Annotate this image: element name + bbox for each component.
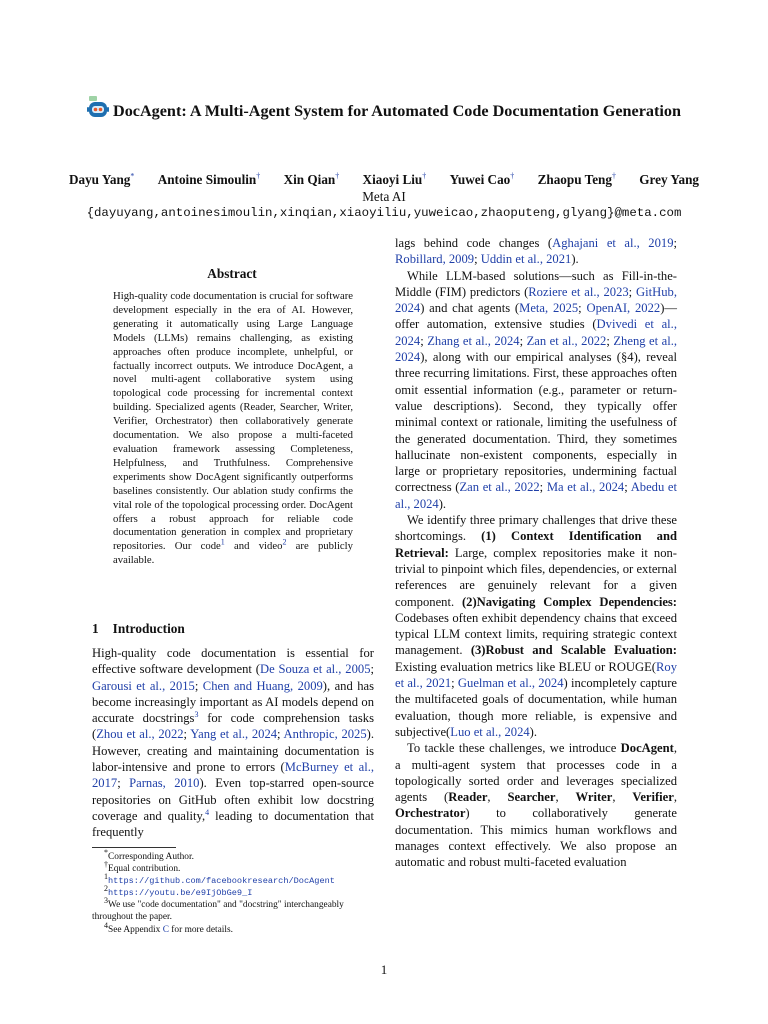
citation-link[interactable]: GitHub, 2024 xyxy=(395,284,677,316)
citation-link[interactable]: Abedu et al., 2024 xyxy=(395,480,677,511)
paragraph: High-quality code documentation is essential for effective software development (De Souza et al., 2005; Garousi et al., 2015; Chen and Huang, 2009), and has become increasingly important as AI models depend on accurate docstrings$^3$ for code comprehension tasks (Zhou et al., 2022; Yang et al., 2024; Anthropic, 2025). However, creating and maintaining documentation is labor-intensive and prone to errors (McBurney et al., 2017; Parnas, 2010). Even top-starred open-source repositories on GitHub often exhibit low docstring coverage and quality,$^4$ leading to documentation that frequently xyxy=(92,646,375,840)
citation-link[interactable]: Garousi et al., 2015 xyxy=(92,678,195,693)
citation-link[interactable]: Dvivedi et al., 2024 xyxy=(395,317,677,348)
paper-title xyxy=(0,96,768,121)
citation-link[interactable]: Parnas, 2010 xyxy=(129,776,200,791)
citation-link[interactable]: McBurney et al., 2017 xyxy=(92,760,375,791)
citation-link[interactable]: Uddin et al., 2021 xyxy=(480,252,572,267)
author: Grey Yang xyxy=(639,172,700,187)
paragraph: lags behind code changes (Aghajani et al., 2019; Robillard, 2009; Uddin et al., 2021). xyxy=(395,236,677,267)
title-text: DocAgent: A Multi-Agent System for Automated Code Documentation Generation xyxy=(113,102,681,120)
author-list xyxy=(0,172,768,188)
author: Zhaopu Teng† xyxy=(537,171,616,187)
author: Yuwei Cao† xyxy=(449,171,515,187)
citation-link[interactable]: Robillard, 2009 xyxy=(395,252,475,267)
citation-link[interactable]: Zhou et al., 2022 xyxy=(96,727,184,742)
page-number: 1 xyxy=(380,962,388,977)
author: Xin Qian† xyxy=(283,171,340,187)
citation-link[interactable]: Aghajani et al., 2019 xyxy=(552,236,674,250)
affiliation: Meta AI xyxy=(362,189,406,204)
footnote-ref[interactable]: 4 xyxy=(205,807,210,817)
footnote-ref[interactable]: 2 xyxy=(282,537,287,547)
citation-link[interactable]: Zan et al., 2022 xyxy=(459,480,540,495)
footnotes xyxy=(92,847,374,936)
right-column-text xyxy=(395,235,677,871)
paragraph: To tackle these challenges, we introduce DocAgent, a multi-agent system that processes code in a topologically sorted order and leverages specialized agents (Reader, Searcher, Writer, Verifier, Orchestrator) to collaboratively generate documentation. This mimics human workflows and manages context effectively. We also propose an automatic and robust multi-faceted evaluation xyxy=(395,741,678,870)
citation-link[interactable]: Zhang et al., 2024 xyxy=(427,333,520,348)
abstract-body: High-quality code documentation is crucial for software development especially in the era of AI. However, generating it automatically using Large Language Models (LLMs) remains challenging, as existing approaches often produce incomplete, unhelpful, or factually incorrect outputs. We introduce DocAgent, a novel multi-agent collaborative system using topological code processing for incremental context building. Specialized agents (Reader, Searcher, Writer, Verifier, Orchestrator) then collaboratively generate documentation. We also propose a multi-faceted evaluation framework assessing Completeness, Helpfulness, and Truthfulness. Comprehensive experiments show DocAgent significantly outperforms baselines consistently. Our ablation study confirms the vital role of the topological processing order. DocAgent offers a robust approach for reliable code documentation generation in complex and proprietary repositories. Our code$^1$ and video$^2$ are publicly available. xyxy=(113,290,353,567)
footnote: $^2$https://youtu.be/e9IjObGe9_I xyxy=(104,884,253,899)
title-block xyxy=(0,96,768,121)
citation-link[interactable]: Roy et al., 2021 xyxy=(395,659,677,691)
author-emails: {dayuyang,antoinesimoulin,xinqian,xiaoyiliu,yuweicao,zhaoputeng,glyang}@meta.com xyxy=(86,206,682,220)
citation-link[interactable]: Guelman et al., 2024 xyxy=(457,676,564,691)
citation-link[interactable]: Roziere et al., 2023 xyxy=(528,284,629,299)
footnote-ref[interactable]: 3 xyxy=(194,710,199,719)
citation-link[interactable]: Zheng et al., 2024 xyxy=(395,333,678,365)
footnote: *Corresponding Author. xyxy=(104,847,194,862)
paragraph: We identify three primary challenges that drive these shortcomings. (1) Context Identification and Retrieval: Large, complex repositories make it non-trivial to pinpoint which files, dependencies, or external references are genuinely relevant for a given component. (2)Navigating Complex Dependencies: Codebases often exhibit dependency chains that exceed typical LLM context limits, requiring strategic context management. (3)Robust and Scalable Evaluation: Existing evaluation metrics like BLEU or ROUGE(Roy et al., 2021; Guelman et al., 2024) incompletely capture the multifaceted goals of documentation, while human evaluation, though more reliable, is expensive and subjective(Luo et al., 2024). xyxy=(395,513,677,739)
appendix-link[interactable]: C xyxy=(162,924,169,935)
footnote: $^1$https://github.com/facebookresearch/DocAgent xyxy=(104,872,335,887)
abstract-heading: Abstract xyxy=(207,266,257,281)
code-url-link[interactable]: https://github.com/facebookresearch/DocAgent xyxy=(108,876,335,887)
citation-link[interactable]: Meta, 2025 xyxy=(519,301,579,316)
section-heading-introduction: 1 Introduction xyxy=(92,621,185,636)
citation-link[interactable]: De Souza et al., 2005 xyxy=(259,662,371,677)
footnote: $^4$See Appendix C for more details. xyxy=(104,920,233,935)
citation-link[interactable]: Anthropic, 2025 xyxy=(283,727,367,742)
footnote-ref[interactable]: 1 xyxy=(220,537,225,547)
video-url-link[interactable]: https://youtu.be/e9IjObGe9_I xyxy=(108,888,253,899)
author: Antoine Simoulin† xyxy=(157,171,261,187)
author: Dayu Yang* xyxy=(68,171,135,187)
left-column-text xyxy=(92,645,374,841)
citation-link[interactable]: Chen and Huang, 2009 xyxy=(202,678,323,693)
robot-icon xyxy=(87,96,109,120)
citation-link[interactable]: Yang et al., 2024 xyxy=(190,727,278,742)
citation-link[interactable]: Ma et al., 2024 xyxy=(546,480,625,495)
citation-link[interactable]: Zan et al., 2022 xyxy=(526,333,607,348)
footnote: $^3$We use "code documentation" and "docstring" interchangeably throughout the paper. xyxy=(92,896,344,923)
paragraph: While LLM-based solutions—such as Fill-in-the-Middle (FIM) predictors (Roziere et al., 2023; GitHub, 2024) and chat agents (Meta, 2025; OpenAI, 2022)—offer automation, extensive studies (Dvivedi et al., 2024; Zhang et al., 2024; Zan et al., 2022; Zheng et al., 2024), along with our empirical analyses (§4), reveal three recurring limitations. First, these approaches often omit essential information (e.g., parameter or return-value descriptions). Second, they typically offer minimal context or rationale, limiting the usefulness of the generated documentation. Third, they sometimes hallucinate non-existent components, especially in large or proprietary repositories, undermining factual correctness (Zan et al., 2022; Ma et al., 2024; Abedu et al., 2024). xyxy=(395,268,678,511)
citation-link[interactable]: OpenAI, 2022 xyxy=(586,301,661,316)
citation-link[interactable]: Luo et al., 2024 xyxy=(450,724,530,739)
footnote: †Equal contribution. xyxy=(104,859,181,875)
author: Xiaoyi Liu† xyxy=(362,171,427,187)
